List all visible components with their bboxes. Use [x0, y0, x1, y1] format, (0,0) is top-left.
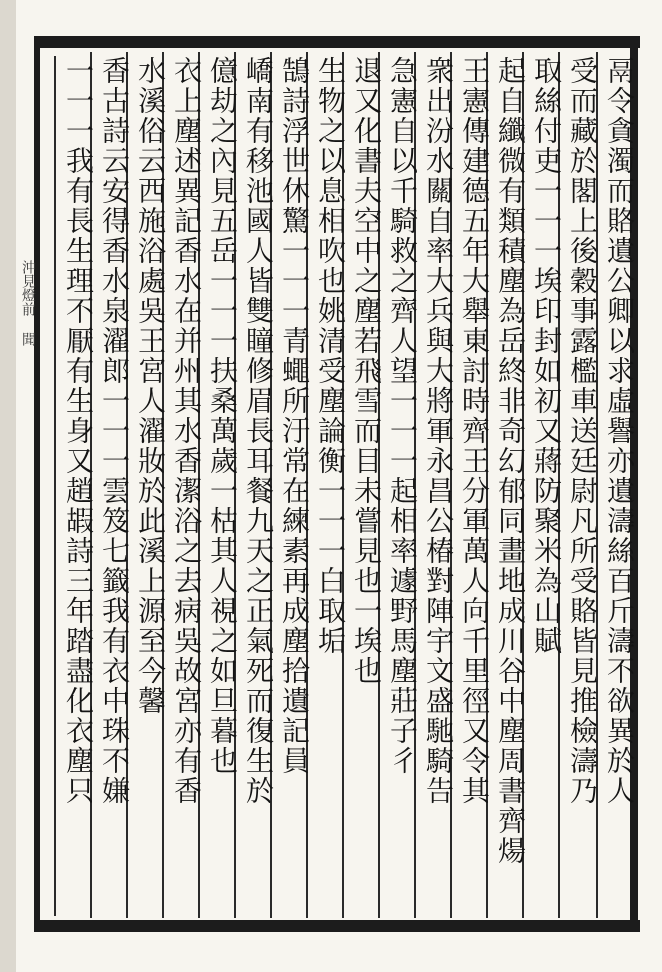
bottom-border	[34, 920, 640, 932]
text-column	[382, 56, 419, 916]
text-column	[58, 56, 95, 916]
column-text: 嶠南有移池國人皆雙瞳修眉長耳餐九天之正氣死而復生於	[242, 56, 275, 806]
text-column	[346, 56, 383, 916]
text-column	[418, 56, 455, 916]
page-gutter	[40, 56, 56, 916]
column-text: 鵠詩浮世休驚一一一青蠅所汙常在練素再成塵拾遺記員	[278, 56, 311, 776]
text-column	[166, 56, 203, 916]
text-column	[490, 56, 527, 916]
page-edge	[0, 0, 16, 972]
column-text: 生物之以息相吹也姚清受塵論衡一一一白取垢	[314, 56, 347, 656]
column-text: 急憲自以千騎救之齊人望一一一起相率遽野馬塵莊子彳	[386, 56, 419, 776]
text-column	[130, 56, 167, 916]
column-text: 取絲付吏一一一埃印封如初又蔣防聚米為山賦	[530, 56, 563, 656]
column-text: 水溪俗云西施浴處吳王宮人濯妝於此溪上源至今馨	[134, 56, 167, 716]
text-column	[94, 56, 131, 916]
text-column	[310, 56, 347, 916]
text-column	[526, 56, 563, 916]
column-text: 起自纖微有類積塵為岳終非奇幻郁同畫地成川谷中塵周書齊煬	[494, 56, 527, 866]
text-column	[202, 56, 239, 916]
column-text: 退又化書夫空中之塵若飛雪而目未嘗見也一埃也	[350, 56, 383, 686]
text-column	[238, 56, 275, 916]
column-text: 衆出汾水關自率大兵與大將軍永昌公椿對陣宇文盛馳騎告	[422, 56, 455, 806]
top-border	[34, 36, 640, 48]
column-text: 億劫之內見五岳一一一扶桑萬歲一枯其人視之如旦暮也	[206, 56, 239, 776]
column-text: 王憲傳建德五年大舉東討時齊王分軍萬人向千里徑又令其	[458, 56, 491, 806]
text-column	[562, 56, 599, 916]
side-label: 沖見燈前 聞	[20, 260, 36, 346]
text-column	[599, 56, 636, 916]
column-text: 衣上塵述異記香水在并州其水香潔浴之去病吳故宮亦有香	[170, 56, 203, 806]
column-text: 受而藏於閣上後穀事露檻車送廷尉凡所受賂皆見推檢濤乃	[566, 56, 599, 806]
column-text: 一一一我有長生理不厭有生身又趙嘏詩三年踏盡化衣塵只	[62, 56, 95, 806]
column-text: 香古詩云安得香水泉濯郎一一一雲笈七籤我有衣中珠不嫌	[98, 56, 131, 806]
text-column	[274, 56, 311, 916]
text-column	[454, 56, 491, 916]
column-text: 鬲令貪濁而賂遺公卿以求虛譽亦遺濤絲百斤濤不欲異於人	[603, 56, 636, 806]
